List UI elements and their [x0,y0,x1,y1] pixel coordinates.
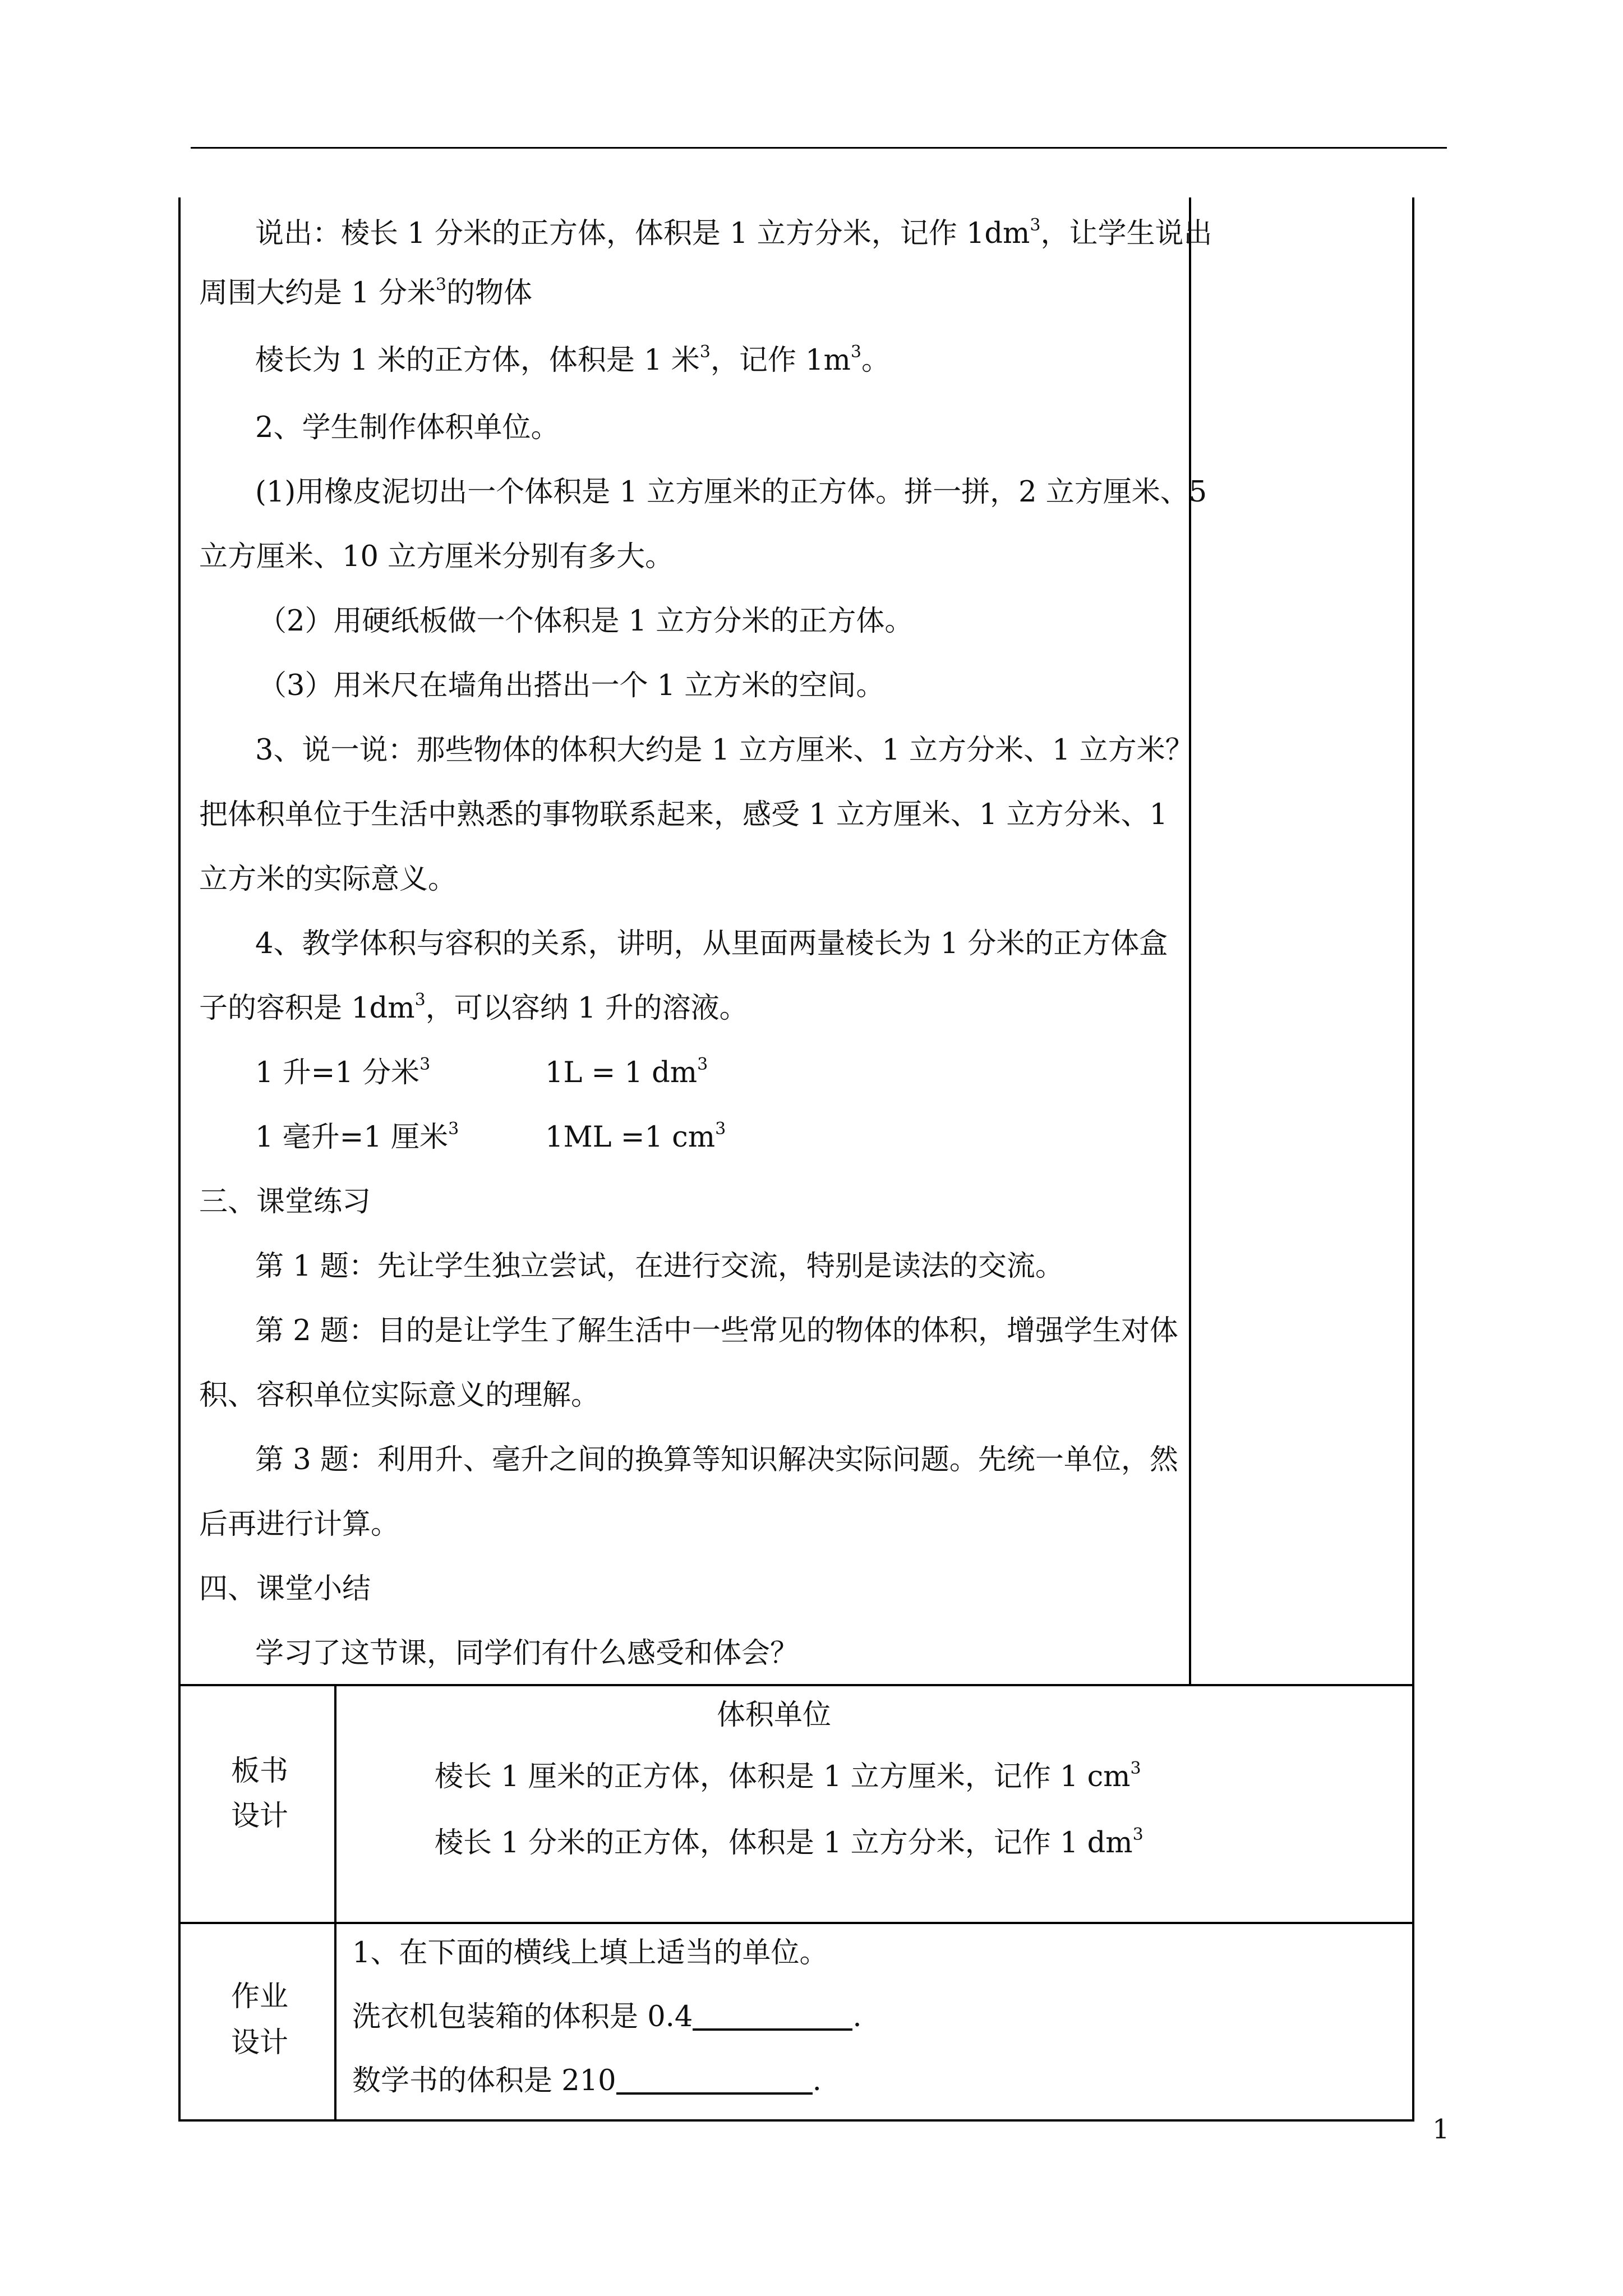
lesson-paragraph: 立方厘米、10 立方厘米分别有多大。 [199,540,674,573]
lesson-paragraph: (1)用橡皮泥切出一个体积是 1 立方厘米的正方体。拼一拼，2 立方厘米、5 [255,476,1207,509]
lesson-paragraph: 棱长为 1 米的正方体，体积是 1 米$^3$，记作 $1m^3$。 [255,342,890,377]
homework-label: 设计 [231,2026,289,2059]
lesson-paragraph: （3）用米尺在墙角出搭出一个 1 立方米的空间。 [258,669,885,702]
lesson-paragraph: 说出：棱长 1 分米的正方体，体积是 1 立方分米，记作 $1dm^3$，让学生说出 [255,215,1212,250]
exercise-paragraph: 第 1 题：先让学生独立尝试，在进行交流，特别是读法的交流。 [255,1250,1064,1283]
lesson-paragraph: 立方米的实际意义。 [199,863,457,896]
board-title: 体积单位 [717,1699,832,1732]
exercise-paragraph: 第 3 题：利用升、毫升之间的换算等知识解决实际问题。先统一单位，然 [255,1443,1178,1476]
table-left-border [178,197,181,2122]
equation-right: 1L = 1 $dm^3$ [545,1055,708,1089]
lesson-paragraph: 3、说一说：那些物体的体积大约是 1 立方厘米、1 立方分米、1 立方米？ [255,734,1194,767]
lesson-paragraph: 把体积单位于生活中熟悉的事物联系起来，感受 1 立方厘米、1 立方分米、1 [199,798,1168,831]
summary-paragraph: 学习了这节课，同学们有什么感受和体会？ [255,1637,799,1670]
exercise-paragraph: 后再进行计算。 [199,1508,400,1541]
notes-column-divider [1189,197,1191,1685]
board-line: 棱长 1 厘米的正方体，体积是 1 立方厘米，记作 1 $cm^3$ [435,1759,1141,1793]
section-heading: 四、课堂小结 [199,1572,371,1605]
homework-item: 数学书的体积是 210 . [352,2064,822,2097]
section-heading: 三、课堂练习 [199,1185,371,1218]
lesson-paragraph: 4、教学体积与容积的关系，讲明，从里面两量棱长为 1 分米的正方体盒 [255,927,1168,960]
label-column-divider [334,1684,336,2122]
table-row-divider-board [178,1684,1414,1686]
equation-right: 1ML =1 $cm^3$ [545,1119,726,1154]
board-label: 设计 [231,1800,289,1833]
homework-item: 1、在下面的横线上填上适当的单位。 [352,1936,828,1970]
board-line: 棱长 1 分米的正方体，体积是 1 立方分米，记作 1 $dm^3$ [435,1825,1144,1860]
equation-left: 1 毫升=1 厘米$^3$ [255,1119,459,1154]
exercise-paragraph: 第 2 题：目的是让学生了解生活中一些常见的物体的体积，增强学生对体 [255,1314,1178,1347]
table-row-divider-homework [178,1922,1414,1924]
header-rule [191,147,1447,149]
answer-blank[interactable] [693,2004,852,2031]
board-label: 板书 [231,1755,289,1788]
lesson-paragraph: 2、学生制作体积单位。 [255,411,560,444]
lesson-paragraph: 周围大约是 1 分米$^3$的物体 [199,275,532,310]
table-right-border [1412,197,1414,2122]
homework-label: 作业 [231,1980,289,2013]
lesson-paragraph: 子的容积是 $1dm^3$，可以容纳 1 升的溶液。 [199,990,748,1025]
page-number: 1 [1432,2114,1450,2145]
homework-item: 洗衣机包装箱的体积是 0.4 . [352,2000,862,2033]
equation-left: 1 升=1 分米$^3$ [255,1055,431,1089]
lesson-paragraph: （2）用硬纸板做一个体积是 1 立方分米的正方体。 [258,605,914,638]
exercise-paragraph: 积、容积单位实际意义的理解。 [199,1379,600,1412]
table-bottom-border [178,2119,1414,2122]
answer-blank[interactable] [616,2068,813,2095]
